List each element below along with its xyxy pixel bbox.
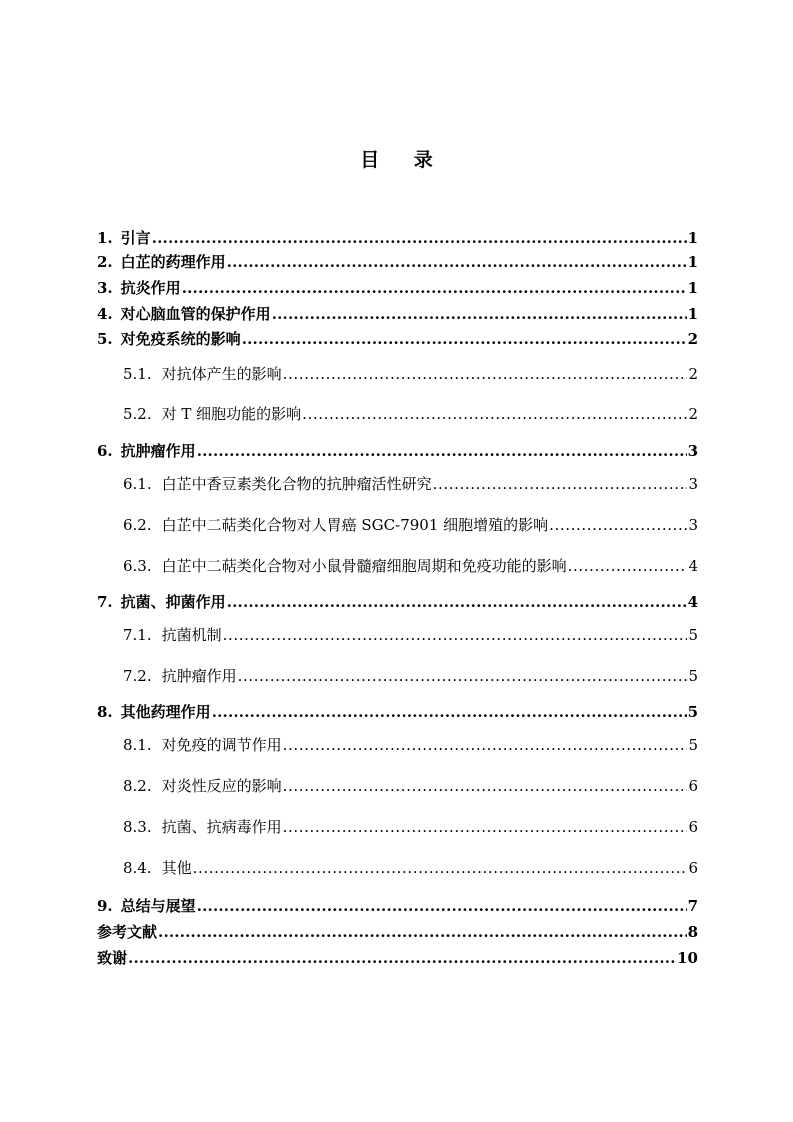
toc-entry-references[interactable] — [97, 918, 698, 940]
dot-leader — [568, 559, 688, 574]
dot-leader — [212, 705, 687, 720]
toc-entry-number: 7.1. — [123, 626, 152, 644]
toc-entry-9[interactable] — [97, 892, 698, 914]
toc-entry-number: 8. — [97, 703, 113, 721]
toc-entry-4[interactable] — [97, 300, 698, 322]
dot-leader — [193, 861, 688, 876]
toc-entry-label: 总结与展望 — [120, 897, 196, 915]
toc-entry-page: 5 — [687, 703, 698, 721]
toc-entry-label: 其他 — [161, 859, 192, 877]
toc-entry-number: 8.1. — [123, 736, 152, 754]
dot-leader — [182, 281, 687, 296]
toc-entry-8-4[interactable] — [123, 854, 698, 876]
toc-entry-page: 2 — [688, 365, 698, 383]
dot-leader — [283, 820, 688, 835]
dot-leader — [152, 231, 687, 246]
toc-entry-number: 5.1. — [123, 365, 152, 383]
toc-entry-page: 10 — [677, 949, 698, 967]
toc-entry-page: 4 — [688, 557, 698, 575]
toc-entry-1[interactable] — [97, 224, 698, 246]
toc-entry-label: 对免疫系统的影响 — [120, 330, 241, 348]
toc-entry-label: 白芷的药理作用 — [120, 253, 226, 271]
toc-entry-number: 6.2. — [123, 516, 152, 534]
dot-leader — [227, 595, 687, 610]
toc-entry-page: 1 — [687, 253, 698, 271]
dot-leader — [242, 332, 687, 347]
toc-entry-6[interactable] — [97, 437, 698, 459]
toc-entry-page: 6 — [688, 859, 698, 877]
toc-entry-page: 8 — [687, 923, 698, 941]
dot-leader — [227, 255, 687, 270]
toc-entry-label: 致谢 — [97, 949, 128, 967]
toc-entry-label: 白芷中二萜类化合物对小鼠骨髓瘤细胞周期和免疫功能的影响 — [161, 557, 567, 575]
toc-entry-page: 6 — [688, 818, 698, 836]
toc-entry-page: 4 — [687, 593, 698, 611]
toc-entry-label: 抗菌、抑菌作用 — [120, 593, 226, 611]
toc-entry-label: 白芷中香豆素类化合物的抗肿瘤活性研究 — [161, 475, 432, 493]
toc-entry-label: 抗菌、抗病毒作用 — [161, 818, 282, 836]
toc-entry-number: 2. — [97, 253, 113, 271]
toc-entry-number: 1. — [97, 229, 113, 247]
toc-entry-7[interactable] — [97, 588, 698, 610]
toc-entry-page: 3 — [688, 516, 698, 534]
toc-entry-6-3[interactable] — [123, 552, 698, 574]
toc-entry-number: 6.3. — [123, 557, 152, 575]
toc-entry-label: 抗菌机制 — [161, 626, 222, 644]
dot-leader — [128, 951, 676, 966]
toc-entry-8-1[interactable] — [123, 731, 698, 753]
toc-entry-page: 5 — [688, 736, 698, 754]
toc-entry-2[interactable] — [97, 248, 698, 270]
toc-entry-number: 5. — [97, 330, 113, 348]
toc-entry-number: 8.2. — [123, 777, 152, 795]
toc-entry-page: 5 — [688, 626, 698, 644]
toc-entry-label: 对免疫的调节作用 — [161, 736, 282, 754]
toc-entry-8-2[interactable] — [123, 772, 698, 794]
toc-entry-page: 3 — [688, 475, 698, 493]
toc-entry-acknowledgements[interactable] — [97, 944, 698, 966]
toc-entry-number: 7. — [97, 593, 113, 611]
toc-entry-number: 9. — [97, 897, 113, 915]
dot-leader — [283, 367, 688, 382]
toc-entry-5-1[interactable] — [123, 360, 698, 382]
toc-entry-label: 抗炎作用 — [120, 279, 181, 297]
toc-entry-number: 6.1. — [123, 475, 152, 493]
dot-leader — [223, 628, 688, 643]
dot-leader — [197, 444, 687, 459]
toc-entry-label: 白芷中二萜类化合物对人胃癌 SGC-7901 细胞增殖的影响 — [161, 516, 549, 534]
dot-leader — [302, 407, 687, 422]
toc-entry-3[interactable] — [97, 274, 698, 296]
toc-entry-page: 3 — [687, 442, 698, 460]
toc-entry-number: 6. — [97, 442, 113, 460]
toc-entry-label: 参考文献 — [97, 923, 158, 941]
toc-list — [97, 0, 698, 1122]
dot-leader — [238, 669, 688, 684]
toc-entry-number: 7.2. — [123, 667, 152, 685]
dot-leader — [433, 477, 688, 492]
toc-title: 目 录 — [360, 149, 447, 171]
toc-entry-number: 8.4. — [123, 859, 152, 877]
dot-leader — [197, 899, 687, 914]
toc-entry-6-1[interactable] — [123, 470, 698, 492]
toc-entry-6-2[interactable] — [123, 511, 698, 533]
toc-entry-page: 6 — [688, 777, 698, 795]
toc-entry-page: 2 — [688, 405, 698, 423]
dot-leader — [158, 925, 687, 940]
toc-entry-8[interactable] — [97, 698, 698, 720]
toc-entry-number: 8.3. — [123, 818, 152, 836]
dot-leader — [283, 779, 688, 794]
toc-entry-label: 抗肿瘤作用 — [120, 442, 196, 460]
toc-entry-number: 5.2. — [123, 405, 152, 423]
toc-entry-page: 5 — [688, 667, 698, 685]
toc-entry-label: 对炎性反应的影响 — [161, 777, 282, 795]
toc-entry-page: 2 — [687, 330, 698, 348]
toc-entry-page: 7 — [687, 897, 698, 915]
toc-entry-label: 抗肿瘤作用 — [161, 667, 237, 685]
toc-entry-number: 4. — [97, 305, 113, 323]
toc-entry-number: 3. — [97, 279, 113, 297]
dot-leader — [283, 738, 688, 753]
dot-leader — [549, 518, 687, 533]
toc-entry-label: 对心脑血管的保护作用 — [120, 305, 271, 323]
toc-entry-5-2[interactable] — [123, 400, 698, 422]
toc-entry-label: 对抗体产生的影响 — [161, 365, 282, 383]
toc-entry-page: 1 — [687, 229, 698, 247]
toc-entry-page: 1 — [687, 279, 698, 297]
toc-entry-7-1[interactable] — [123, 621, 698, 643]
toc-entry-7-2[interactable] — [123, 662, 698, 684]
dot-leader — [272, 307, 687, 322]
toc-entry-label: 其他药理作用 — [120, 703, 211, 721]
toc-entry-page: 1 — [687, 305, 698, 323]
toc-entry-label: 对 T 细胞功能的影响 — [161, 405, 302, 423]
toc-entry-label: 引言 — [120, 229, 151, 247]
toc-entry-5[interactable] — [97, 325, 698, 347]
toc-entry-8-3[interactable] — [123, 813, 698, 835]
